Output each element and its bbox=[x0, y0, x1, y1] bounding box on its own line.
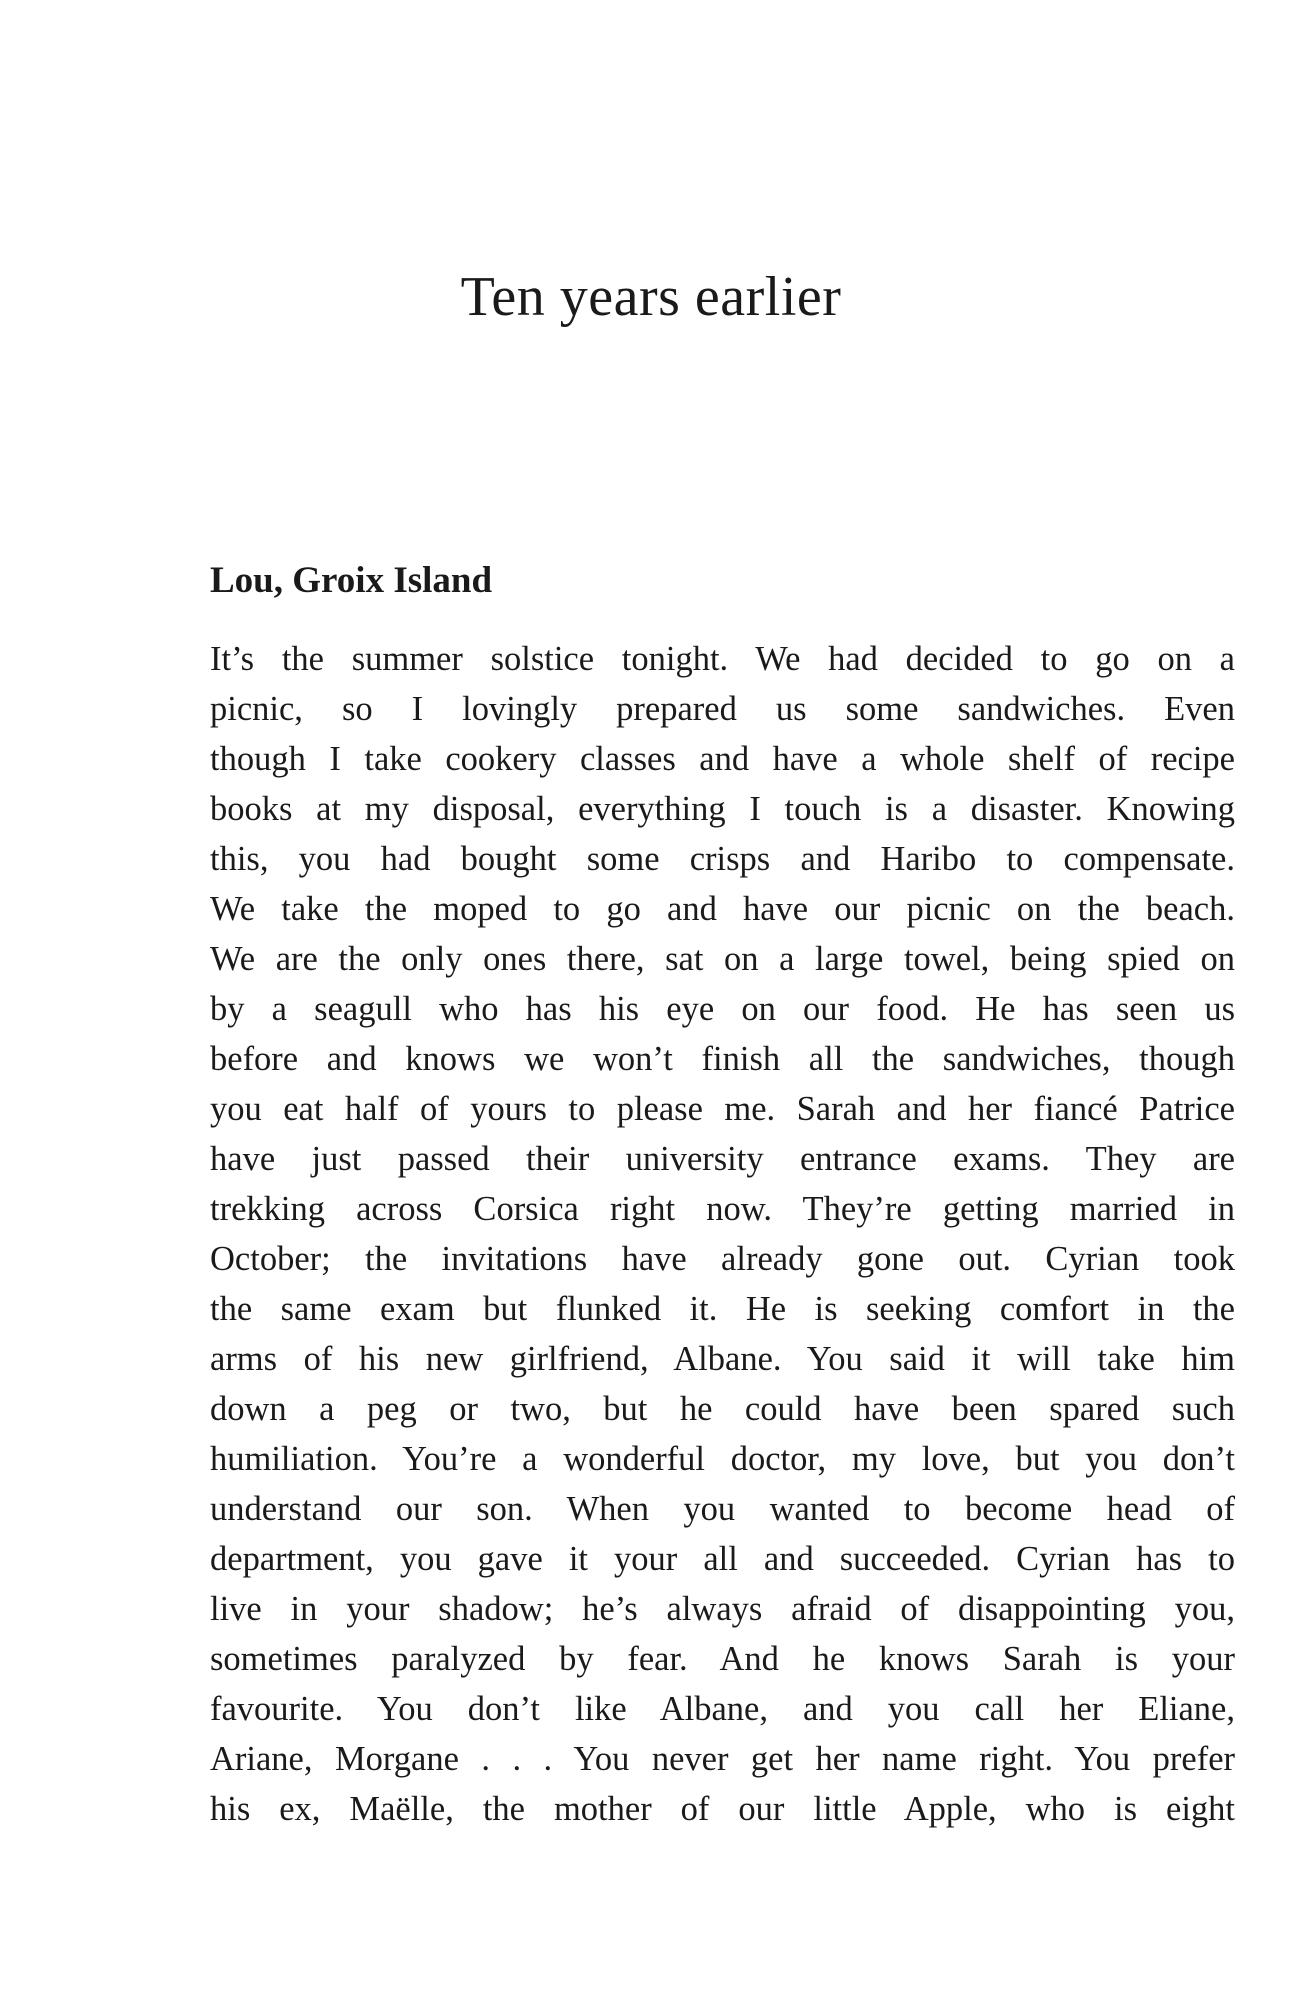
text-line: books at my disposal, everything I touch is a disaster. Knowing bbox=[210, 790, 1235, 828]
text-line: humiliation. You’re a wonderful doctor, my love, but you don’t bbox=[210, 1440, 1235, 1478]
text-line: you eat half of yours to please me. Sarah and her fiancé Patrice bbox=[210, 1090, 1235, 1128]
text-line: sometimes paralyzed by fear. And he knows Sarah is your bbox=[210, 1640, 1235, 1678]
text-line: Ariane, Morgane . . . You never get her name right. You prefer bbox=[210, 1740, 1235, 1778]
text-line: though I take cookery classes and have a whole shelf of recipe bbox=[210, 740, 1235, 778]
text-line: his ex, Maëlle, the mother of our little Apple, who is eight bbox=[210, 1790, 1235, 1828]
text-line: trekking across Corsica right now. They’re getting married in bbox=[210, 1190, 1235, 1228]
chapter-title: Ten years earlier bbox=[460, 266, 842, 328]
text-line: October; the invitations have already gone out. Cyrian took bbox=[210, 1240, 1235, 1278]
section-heading: Lou, Groix Island bbox=[210, 560, 493, 601]
body-paragraph bbox=[210, 634, 1235, 1834]
text-line: this, you had bought some crisps and Haribo to compensate. bbox=[210, 840, 1235, 878]
text-line: picnic, so I lovingly prepared us some sandwiches. Even bbox=[210, 690, 1235, 728]
text-line: understand our son. When you wanted to become head of bbox=[210, 1490, 1235, 1528]
text-line: It’s the summer solstice tonight. We had decided to go on a bbox=[210, 640, 1235, 678]
text-line: We are the only ones there, sat on a large towel, being spied on bbox=[210, 940, 1235, 978]
text-line: before and knows we won’t finish all the sandwiches, though bbox=[210, 1040, 1235, 1078]
text-line: by a seagull who has his eye on our food. He has seen us bbox=[210, 990, 1235, 1028]
text-line: favourite. You don’t like Albane, and you call her Eliane, bbox=[210, 1690, 1235, 1728]
text-line: department, you gave it your all and succeeded. Cyrian has to bbox=[210, 1540, 1235, 1578]
text-line: arms of his new girlfriend, Albane. You said it will take him bbox=[210, 1340, 1235, 1378]
text-line: live in your shadow; he’s always afraid of disappointing you, bbox=[210, 1590, 1235, 1628]
text-line: down a peg or two, but he could have been spared such bbox=[210, 1390, 1235, 1428]
text-line: We take the moped to go and have our picnic on the beach. bbox=[210, 890, 1235, 928]
text-line: the same exam but flunked it. He is seeking comfort in the bbox=[210, 1290, 1235, 1328]
text-line: have just passed their university entrance exams. They are bbox=[210, 1140, 1235, 1178]
